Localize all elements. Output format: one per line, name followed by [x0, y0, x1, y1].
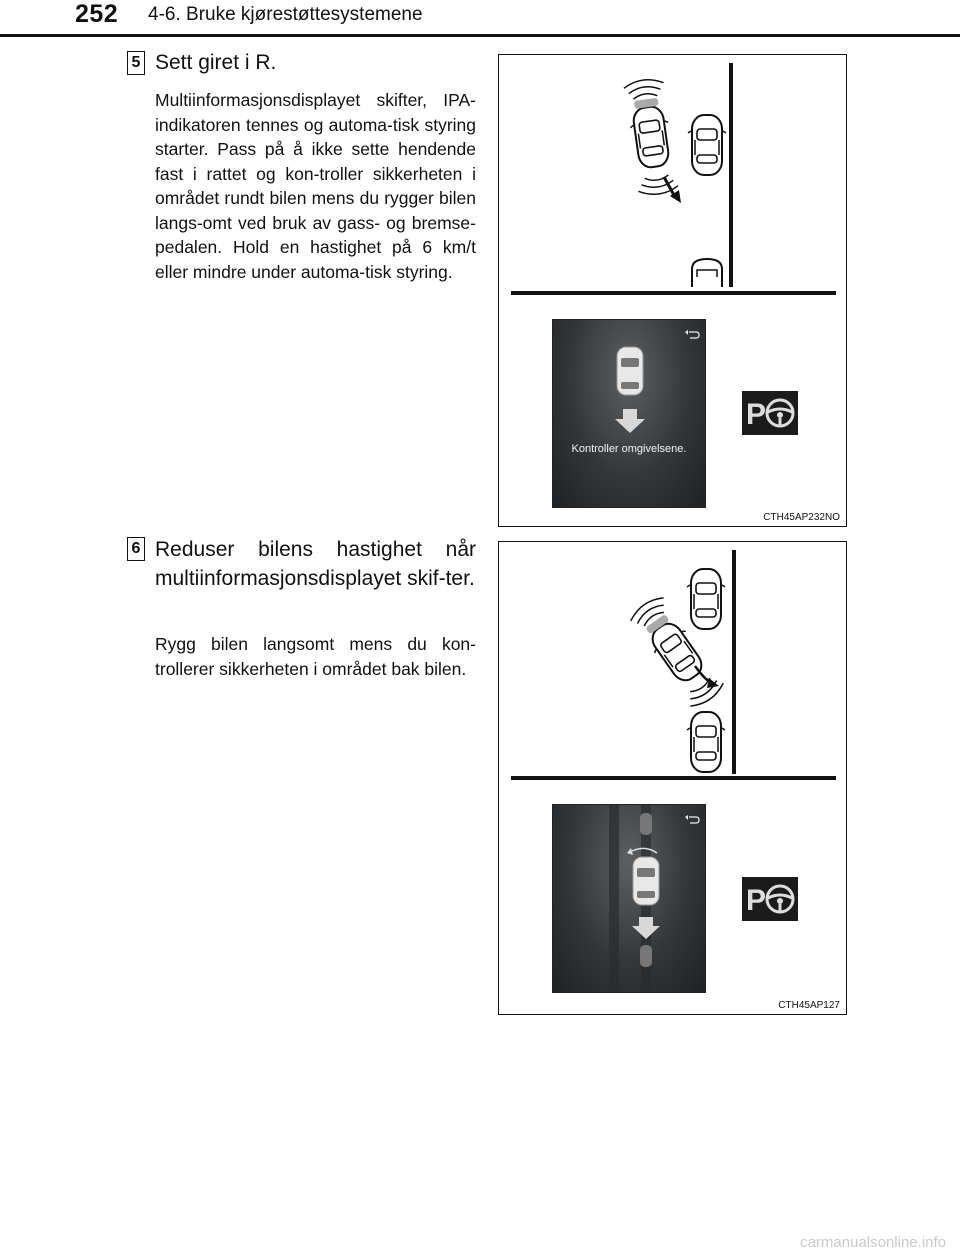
header-divider	[0, 34, 960, 37]
step-6-badge: 6	[127, 537, 145, 561]
down-arrow-icon	[632, 917, 660, 939]
step-5-badge: 5	[127, 51, 145, 75]
ipa-steering-icon	[742, 877, 798, 921]
step-5-title: Sett giret i R.	[155, 51, 277, 74]
figure-code: CTH45AP232NO	[763, 512, 840, 523]
display-message: Kontroller omgivelsene.	[571, 443, 687, 455]
page-number: 252	[75, 0, 119, 28]
car-display-icon	[617, 347, 643, 395]
figure-step-6	[498, 541, 847, 1015]
return-icon	[685, 330, 699, 338]
svg-text:P: P	[746, 398, 767, 431]
multi-info-display	[552, 319, 706, 508]
return-icon	[685, 815, 699, 823]
svg-text:P: P	[746, 884, 767, 917]
section-title: 4-6. Bruke kjørestøttesystemene	[148, 4, 423, 25]
down-arrow-icon	[615, 409, 645, 433]
step-5-body: Multiinformasjonsdisplayet skifter, IPA-indikatoren tennes og automa-tisk styring starter. Pass på å ikke sette hendende fast i rattet og kon-troller sikkerheten i området rundt bilen mens du rygger bilen langs-omt ved bruk av gass- og bremse-pedalen. Hold en hastighet på 6 km/t eller mindre under automa-tisk styring.	[155, 90, 476, 282]
figure-step-5	[498, 54, 847, 527]
car-display-icon	[633, 857, 659, 905]
watermark: carmanualsonline.info	[800, 1234, 946, 1251]
step-6-title: Reduser bilens hastighet når multiinformasjonsdisplayet skif-ter.	[155, 538, 476, 590]
figure-code: CTH45AP127	[778, 1000, 840, 1011]
multi-info-display	[552, 804, 706, 993]
ipa-steering-icon	[742, 391, 798, 435]
step-6-body: Rygg bilen langsomt mens du kon-trollerer sikkerheten i området bak bilen.	[155, 634, 476, 679]
